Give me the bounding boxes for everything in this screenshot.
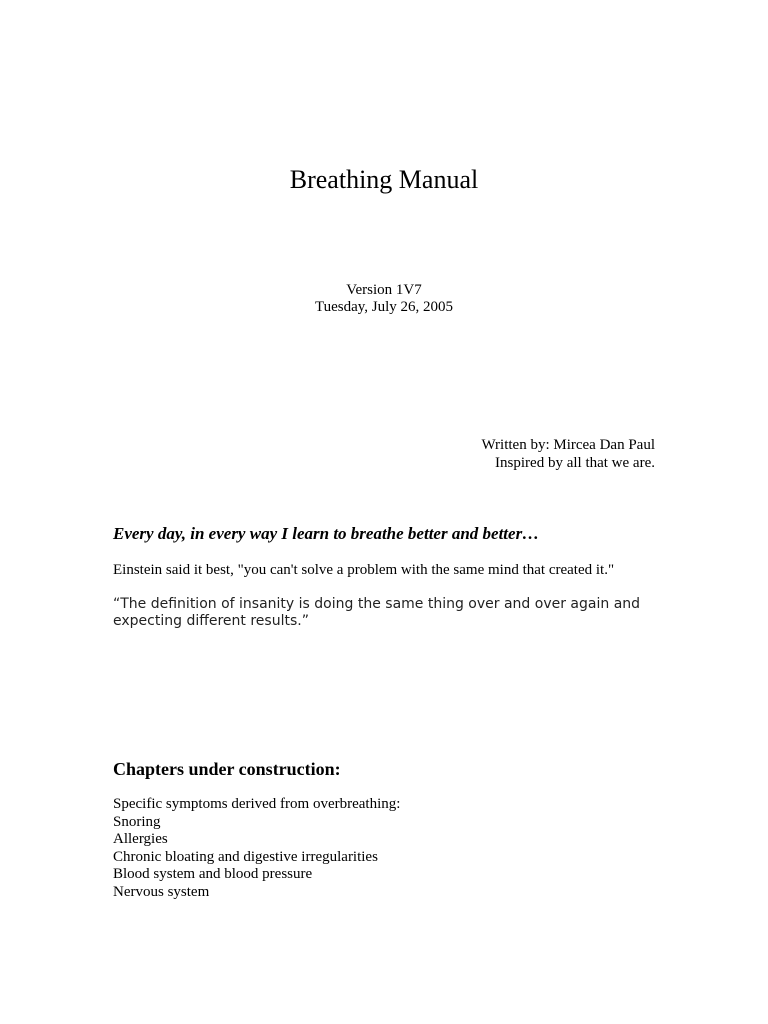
- version-label: Version 1V7: [346, 282, 422, 298]
- inspired-line: Inspired by all that we are.: [495, 455, 655, 471]
- document-date: Tuesday, July 26, 2005: [314, 299, 454, 315]
- author-line: Written by: Mircea Dan Paul: [481, 437, 655, 453]
- chapters-heading: Chapters under construction:: [113, 759, 341, 779]
- chapter-item: Snoring: [113, 813, 161, 830]
- insanity-quote: “The definition of insanity is doing the same thing over and over again and expecting different results.”: [113, 596, 641, 629]
- chapter-item: Nervous system: [113, 883, 210, 900]
- chapter-item: Specific symptoms derived from overbreathing:: [113, 796, 401, 812]
- chapter-item: Allergies: [113, 831, 168, 847]
- chapter-item: Chronic bloating and digestive irregularities: [113, 848, 378, 865]
- document-title: Breathing Manual: [289, 165, 479, 194]
- chapters-list: [113, 796, 400, 901]
- chapter-item: Blood system and blood pressure: [113, 866, 313, 882]
- motto-heading: Every day, in every way I learn to breathe better and better…: [113, 524, 540, 543]
- einstein-quote: Einstein said it best, "you can't solve a problem with the same mind that created it.": [113, 562, 615, 578]
